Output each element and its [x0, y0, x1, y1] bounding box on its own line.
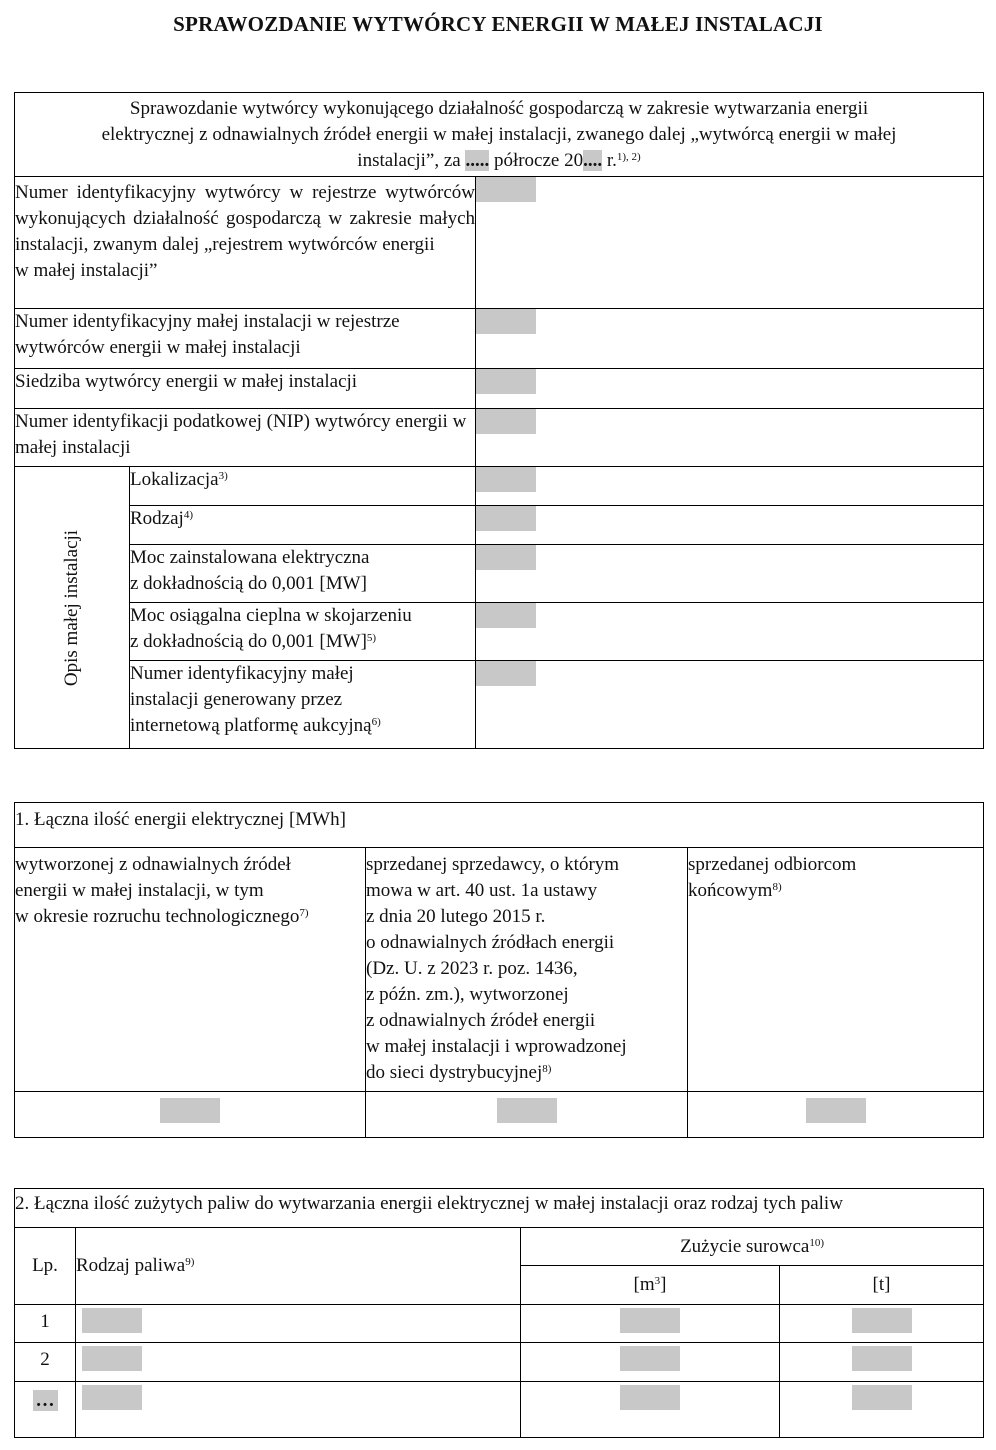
row-number: …	[33, 1390, 58, 1411]
generated-energy-header: wytworzonej z odnawialnych źródeł energii w małej instalacji, w tym w okresie rozruchu technologicznego$^{7)}$	[15, 848, 366, 1092]
fuel-type-field[interactable]	[82, 1346, 142, 1371]
nip-field[interactable]	[476, 409, 536, 434]
header-line-2: elektrycznej z odnawialnych źródeł energii w małej instalacji, zwanego dalej „wytwórcą energii w małej	[101, 124, 897, 145]
page-title: SPRAWOZDANIE WYTWÓRCY ENERGII W MAŁEJ INSTALACJI	[173, 12, 823, 36]
producer-seat-field[interactable]	[476, 369, 536, 394]
sold-to-end-users-field[interactable]	[806, 1098, 866, 1123]
location-label: Lokalizacja$^{3)}$	[130, 467, 476, 506]
usage-t-field[interactable]	[852, 1385, 912, 1410]
report-header	[15, 93, 984, 177]
location-field[interactable]	[476, 467, 536, 492]
producer-register-number-field[interactable]	[476, 177, 536, 202]
usage-t-field[interactable]	[852, 1308, 912, 1333]
thermal-power-label: Moc osiągalna cieplna w skojarzeniu z dokładnością do 0,001 [MW]$^{5)}$	[130, 603, 476, 661]
auction-platform-id-field[interactable]	[476, 661, 536, 686]
sold-to-seller-header: sprzedanej sprzedawcy, o którym mowa w art. 40 ust. 1a ustawy z dnia 20 lutego 2015 r. o odnawialnych źródłach energii (Dz. U. z 2023 r. poz. 1436, z późn. zm.), wytworzonej z odnawialnych źródeł energii w małej instalacji i wprowadzonej do sieci dystrybucyjnej$^{8)}$	[366, 848, 688, 1092]
lp-header: Lp.	[15, 1228, 76, 1305]
electrical-power-field[interactable]	[476, 545, 536, 570]
thermal-power-field[interactable]	[476, 603, 536, 628]
fuel-usage-table	[14, 1188, 984, 1438]
table-row	[15, 1343, 984, 1382]
generated-energy-field[interactable]	[160, 1098, 220, 1123]
usage-t-field[interactable]	[852, 1346, 912, 1371]
producer-register-number-label: Numer identyfikacyjny wytwórcy w rejestrze wytwórców wykonujących działalność gospodarczą w zakresie małych instalacji, zwanym dalej „rejestrem wytwórców energii w małej instalacji”	[15, 177, 476, 309]
sold-to-end-users-header: sprzedanej odbiorcom końcowym$^{8)}$	[688, 848, 984, 1092]
row-number: 2	[15, 1343, 76, 1382]
unit-m3-header: $[m^3]$	[521, 1266, 780, 1305]
half-year-field[interactable]: .....	[465, 150, 490, 171]
raw-material-usage-header: Zużycie surowca$^{10)}$	[521, 1228, 984, 1266]
fuel-type-field[interactable]	[82, 1385, 142, 1410]
table-row	[15, 1382, 984, 1438]
type-field[interactable]	[476, 506, 536, 531]
auction-platform-id-label: Numer identyfikacyjny małej instalacji generowany przez internetową platformę aukcyjną$^{6)}$	[130, 661, 476, 749]
installation-description-label: Opis małej instalacji	[15, 467, 130, 749]
fuel-type-field[interactable]	[82, 1308, 142, 1333]
unit-t-header: [t]	[780, 1266, 984, 1305]
section-2-title: 2. Łączna ilość zużytych paliw do wytwarzania energii elektrycznej w małej instalacji oraz rodzaj tych paliw	[15, 1189, 984, 1228]
producer-info-table	[14, 92, 984, 749]
usage-m3-field[interactable]	[620, 1385, 680, 1410]
section-1-title: 1. Łączna ilość energii elektrycznej [MWh]	[15, 803, 984, 848]
usage-m3-field[interactable]	[620, 1308, 680, 1333]
year-field[interactable]: ....	[583, 150, 603, 171]
usage-m3-field[interactable]	[620, 1346, 680, 1371]
sold-to-seller-field[interactable]	[497, 1098, 557, 1123]
producer-seat-label: Siedziba wytwórcy energii w małej instalacji	[15, 369, 476, 409]
footnote-marker: 1), 2)	[616, 151, 641, 163]
electrical-power-label: Moc zainstalowana elektryczna z dokładnością do 0,001 [MW]	[130, 545, 476, 603]
energy-totals-table	[14, 802, 984, 1138]
installation-register-number-field[interactable]	[476, 309, 536, 334]
type-label: Rodzaj$^{4)}$	[130, 506, 476, 545]
header-line-3: instalacji”, za ..... półrocze 20.... r.$^{1), 2)}$	[357, 150, 641, 171]
nip-label: Numer identyfikacji podatkowej (NIP) wytwórcy energii w małej instalacji	[15, 409, 476, 467]
fuel-type-header: Rodzaj paliwa$^{9)}$	[76, 1228, 521, 1305]
installation-register-number-label: Numer identyfikacyjny małej instalacji w rejestrze wytwórców energii w małej instalacji	[15, 309, 476, 369]
table-row	[15, 1305, 984, 1343]
row-number: 1	[15, 1305, 76, 1343]
header-line-1: Sprawozdanie wytwórcy wykonującego działalność gospodarczą w zakresie wytwarzania energii	[129, 98, 869, 119]
